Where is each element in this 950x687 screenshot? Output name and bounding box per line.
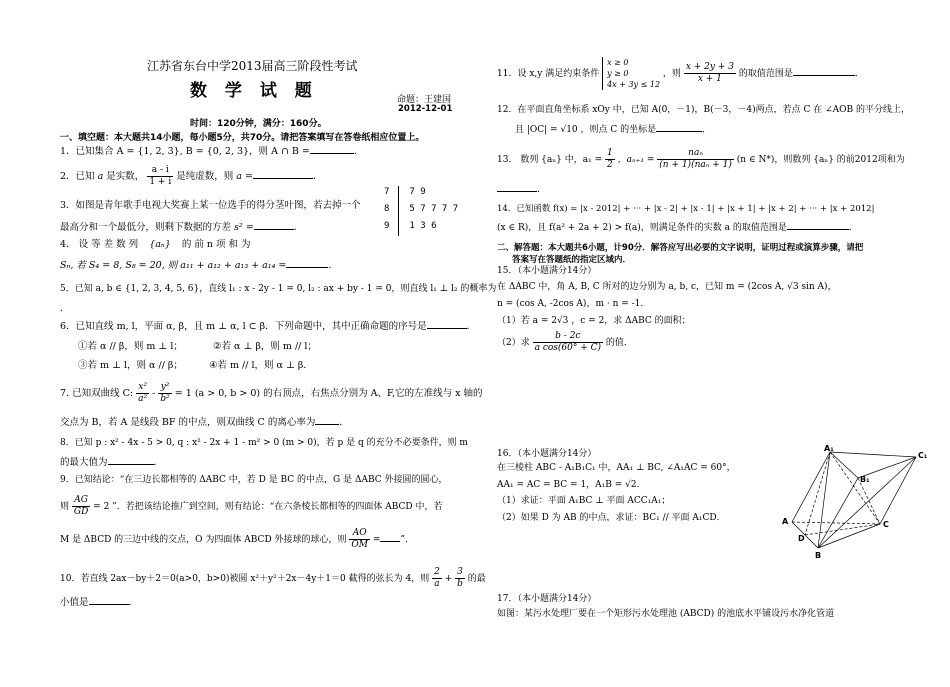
author-line: 命题：王建国 xyxy=(397,95,452,105)
question-6-options-2 xyxy=(78,359,313,372)
question-4-line1: 4． 设 等 差 数 列 {aₙ} 的 前 n 项 和 为 xyxy=(60,239,251,250)
option-3: ③若 m ⊥ l，则 α // β； xyxy=(78,360,183,371)
constraint-system: x ≥ 0 y ≥ 0 4x + 3y ≤ 12 xyxy=(602,57,660,90)
edge-b1-c xyxy=(858,478,880,524)
answer-blank xyxy=(787,229,849,230)
answer-blank xyxy=(427,328,467,329)
edge-a1-c1 xyxy=(830,452,916,457)
answer-blank xyxy=(253,178,313,179)
question-3-line1: 3．如图是青年歌手电视大奖赛上某一位选手的得分茎叶图，若去掉一个 xyxy=(60,200,361,211)
question-11-fraction: $\frac{x + 2y + 3}{x + 1}$ xyxy=(685,62,734,84)
subject-title: 数 学 试 题 xyxy=(190,81,318,101)
question-15-fraction: $\frac{b - 2c}{\text{a cos(60° + C)}}$ xyxy=(534,331,602,353)
question-10-line1: 10．若直线 2ax－by＋2＝0(a>0，b>0)被圆 x²＋y²＋2x－4y＋1＝0 截得的弦长为 4，则 $\frac{2}{a}$ + $\frac{3}{b}$ 的最 xyxy=(60,567,486,589)
question-2-var: a xyxy=(97,171,104,182)
question-2-text: 2．已知 xyxy=(60,171,95,182)
label-a1: A₁ xyxy=(824,444,834,453)
question-14-line1: 14．已知函数 f(x) = |x - 2012| + ··· + |x - 2| + |x - 1| + |x + 1| + |x + 2| + ··· + |x + 2012| xyxy=(497,204,875,214)
answer-blank xyxy=(380,541,400,542)
edge-b-c1 xyxy=(818,457,916,548)
label-c: C xyxy=(883,520,889,529)
answer-blank xyxy=(315,424,339,425)
question-13-line2: ． xyxy=(497,183,547,196)
question-7-line2: 交点为 B，若 A 是线段 BF 的中点，则双曲线 C 的离心率为 ． xyxy=(60,417,349,428)
stem-divider xyxy=(398,186,399,236)
question-10-line2: 小值是 ． xyxy=(60,597,139,608)
question-2: 2．已知 a 是实数， $\frac{a - i}{1 + i}$ 是纯虚数，则 a = ． xyxy=(60,165,323,187)
question-10-frac-2: $\frac{3}{b}$ xyxy=(457,567,463,589)
time-score-line: 时间：120分钟，满分：160分。 xyxy=(190,119,327,129)
stem-row-3: 9 1 3 6 xyxy=(384,221,437,231)
section2-heading-2: 答案写在答题纸的指定区域内． xyxy=(512,255,632,265)
question-5-line1: 5．已知 a, b ∈ {1, 2, 3, 4, 5, 6}，直线 l₁ : x - 2y - 1 = 0, l₂ : ax + by - 1 = 0，则直线 l₁ ⊥ l₂ 的概率为 xyxy=(60,284,497,294)
question-6-line1: 6．已知直线 m, l，平面 α, β，且 m ⊥ α, l ⊂ β．下列命题中，其中正确命题的序号是 ． xyxy=(60,321,477,332)
answer-blank xyxy=(310,153,354,154)
option-1: ①若 α // β，则 m ⊥ l； xyxy=(78,341,183,352)
question-17-line1: 如图：某污水处理厂要在一个矩形污水处理池 (ABCD) 的池底水平铺设污水净化管道 xyxy=(497,609,835,619)
question-1-text: 1．已知集合 A = {1, 2, 3}, B = {0, 2, 3}，则 A ∩ B = xyxy=(60,146,310,157)
date-line: 2012-12-01 xyxy=(398,104,453,114)
question-9-line3: M 是 ΔBCD 的三边中线的交点，O 为四面体 ABCD 外接球的球心，则 $\frac{AO}{OM}$ = ”． xyxy=(60,528,415,550)
question-7-frac-y: $\frac{\text{y²}}{\text{b²}}$ xyxy=(160,382,170,404)
edge-b-c xyxy=(818,524,880,548)
question-15-head: 15．（本小题满分14分） xyxy=(497,266,597,276)
question-2-fraction: $\frac{a - i}{1 + i}$ xyxy=(149,165,172,187)
question-9-frac: $\frac{AG}{GD}$ xyxy=(73,495,89,517)
question-16-head: 16．（本小题满分14分） xyxy=(497,449,597,459)
school-title: 江苏省东台中学2013届高三阶段性考试 xyxy=(147,59,358,73)
question-2-eq: a = xyxy=(236,171,253,182)
question-15-line2: n = (cos A, -2cos A)，m · n = -1． xyxy=(497,299,650,309)
question-2-text-post: 是纯虚数，则 xyxy=(176,171,234,182)
answer-blank xyxy=(286,267,328,268)
question-12-line1: 12．在平面直角坐标系 xOy 中，已知 A(0，－1)，B(－3，－4)两点，若点 C 在 ∠AOB 的平分线上， xyxy=(497,105,910,115)
sequence-symbol: {aₙ} xyxy=(149,239,171,250)
question-4-line2: Sₙ, 若 S₄ = 8, S₈ = 20, 则 a₁₁ + a₁₂ + a₁₃ + a₁₄ = ． xyxy=(60,260,338,271)
edge-a1-b1 xyxy=(830,452,858,478)
label-c1: C₁ xyxy=(918,451,928,460)
label-a: A xyxy=(782,517,789,526)
question-11: 11．设 x,y 满足约束条件 x ≥ 0 y ≥ 0 4x + 3y ≤ 12 ，则 $\frac{x + 2y + 3}{x + 1}$ 的取值范围是 ． xyxy=(497,58,864,89)
label-b1: B₁ xyxy=(860,475,870,484)
question-16-line4: （2）如果 D 为 AB 的中点，求证：BC₁ // 平面 A₁CD． xyxy=(497,513,726,523)
question-2-text-mid: 是实数， xyxy=(106,171,145,182)
answer-blank xyxy=(89,604,129,605)
question-8-line2: 的最大值为 ． xyxy=(60,457,164,468)
question-13-frac-2: $\frac{\text{naₙ}}{\text{(n + 1)(naₙ + 1)}}$ xyxy=(659,148,732,170)
edge-c-c1 xyxy=(880,457,916,524)
question-10-frac-1: $\frac{2}{a}$ xyxy=(434,567,440,589)
question-5-line2: ． xyxy=(60,303,70,314)
edge-a-a1 xyxy=(792,452,830,522)
edge-a1-b xyxy=(818,452,830,548)
option-4: ④若 m // l，则 α ⊥ β． xyxy=(208,360,313,371)
option-2: ②若 α ⊥ β，则 m // l； xyxy=(212,341,317,352)
answer-blank xyxy=(656,131,702,132)
stem-leaf-plot xyxy=(384,184,458,235)
answer-blank xyxy=(497,191,537,192)
question-3-line2: 最高分和一个最低分，则剩下数据的方差 s² = ． xyxy=(60,222,304,233)
section1-heading: 一、填空题：本大题共14小题，每小题5分，共70分。请把答案填写在答卷纸相应位置上。 xyxy=(60,133,425,143)
question-16-line3: （1）求证：平面 A₁BC ⊥ 平面 ACC₁A₁； xyxy=(497,496,671,506)
label-d: D xyxy=(798,534,805,543)
question-16-line2: AA₁ = AC = BC = 1，A₁B = √2． xyxy=(497,480,646,490)
question-15-line1: 在 ΔABC 中，角 A, B, C 所对的边分别为 a, b, c，已知 m = (2cos A, √3 sin A)， xyxy=(497,282,837,292)
section2-heading-1: 二、解答题：本大题共6小题，计90分．解答应写出必要的文字说明，证明过程或演算步骤，请把 xyxy=(497,243,864,253)
question-7-line1: 7. 已知双曲线 C: $\frac{\text{x²}}{\text{a²}}$ - $\frac{\text{y²}}{\text{b²}}$ = 1 (a > 0, b > 0) 的右顶点，右焦点分别为 A、F,它的左准线与 x 轴的 xyxy=(60,382,483,404)
question-13-frac-1: $\frac{1}{2}$ xyxy=(607,148,613,170)
answer-blank xyxy=(108,464,154,465)
label-b: B xyxy=(815,551,822,560)
question-14-line2: (x ∈ R)，且 f(a² + 2a + 2) > f(a)，则满足条件的实数 a 的取值范围是 ． xyxy=(497,223,858,233)
question-8-line1: 8．已知 p : x² - 4x - 5 > 0, q : x² - 2x + 1 - m² > 0 (m > 0)，若 p 是 q 的充分不必要条件，则 m xyxy=(60,438,468,448)
question-9-line1: 9．已知结论：“在三边长都相等的 ΔABC 中，若 D 是 BC 的中点，G 是 ΔABC 外接圆的圆心， xyxy=(60,475,448,485)
question-9-frac-2: $\frac{AO}{OM}$ xyxy=(351,528,368,550)
question-13: 13． 数列 {aₙ} 中，a₁ = $\frac{1}{2}$ ，aₙ₊₁ = $\frac{\text{naₙ}}{\text{(n + 1)(naₙ + 1)}}$ (n ∈ N*)，则数列 {aₙ} 的前2012项和为 xyxy=(497,148,905,170)
question-9-line2: 则 $\frac{AG}{GD}$ = 2 ”．若把该结论推广到空间，则有结论：“在六条棱长都相等的四面体 ABCD 中，若 xyxy=(60,495,443,517)
question-6-options-1 xyxy=(78,340,317,353)
answer-blank xyxy=(254,229,294,230)
question-17-head: 17．（本小题满分14分） xyxy=(497,594,597,604)
question-1: 1．已知集合 A = {1, 2, 3}, B = {0, 2, 3}，则 A ∩ B = ． xyxy=(60,146,364,157)
question-7-frac-x: $\frac{\text{x²}}{\text{a²}}$ xyxy=(138,382,148,404)
question-15-line3: （1）若 a = 2√3 ，c = 2，求 ΔABC 的面积； xyxy=(497,316,691,326)
prism-figure xyxy=(780,440,930,560)
question-16-line1: 在三棱柱 ABC - A₁B₁C₁ 中，AA₁ ⊥ BC, ∠A₁AC = 60°， xyxy=(497,463,736,473)
edge-b-b1 xyxy=(818,478,858,548)
question-12-line2: 且 |OC| = √10 ，则点 C 的坐标是 ． xyxy=(515,125,712,135)
answer-blank xyxy=(793,75,855,76)
question-15-line4: （2）求 $\frac{b - 2c}{\text{a cos(60° + C)}}$ 的值． xyxy=(497,331,633,353)
edge-a-c xyxy=(792,522,880,524)
variance-symbol: s² = xyxy=(234,222,254,233)
stem-row-1: 7 7 9 xyxy=(384,187,426,197)
stem-row-2: 8 5 7 7 7 7 xyxy=(384,204,459,214)
